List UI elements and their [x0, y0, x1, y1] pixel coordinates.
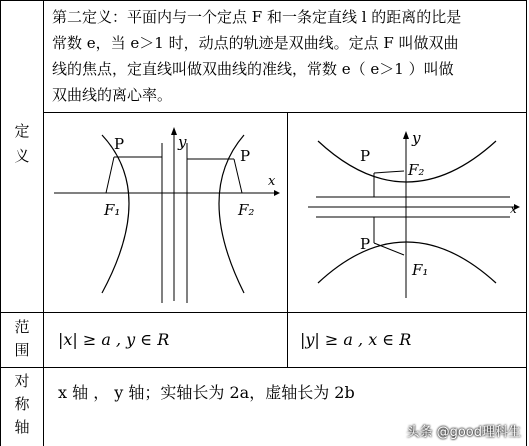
right-point-label: P [240, 147, 251, 165]
watermark: 头条 @good理科生 [406, 425, 521, 440]
grid-line-range-split [287, 312, 288, 367]
x-axis-label: x [510, 202, 517, 216]
grid-line-top [0, 0, 527, 1]
definition-text [52, 4, 524, 108]
y-axis-label: y [412, 129, 421, 147]
row-label-char: 轴 [14, 418, 30, 436]
range-right: |y| ≥ a , x ∈ R [300, 330, 412, 349]
grid-line-right [526, 0, 527, 446]
top-point-label: P [360, 147, 371, 165]
y-axis-arrow-icon [171, 127, 177, 135]
row-label-char: 义 [14, 147, 30, 165]
top-focus-label: F₂ [408, 161, 425, 179]
row-label-definition [12, 120, 32, 166]
symmetry-text: x 轴 ， y 轴；实轴长为 2a，虚轴长为 2b [58, 383, 355, 402]
row-label-symmetry [12, 370, 32, 437]
definition-line: 常数 e，当 e＞1 时，动点的轨迹是双曲线。定点 F 叫做双曲 [52, 34, 459, 52]
row-label-char: 范 [14, 318, 30, 336]
left-focus-label: F₁ [104, 201, 121, 219]
bottom-branch [318, 242, 496, 283]
bottom-point-label: P [360, 235, 371, 253]
y-axis-arrow-icon [403, 131, 409, 139]
top-focal-radius [374, 171, 404, 173]
y-axis-label: y [178, 133, 187, 151]
definition-line: 第二定义：平面内与一个定点 F 和一条定直线 l 的距离的比是 [52, 8, 462, 26]
grid-line-left [0, 0, 1, 446]
row-label-char: 围 [14, 341, 30, 359]
range-left: |x| ≥ a , y ∈ R [58, 330, 170, 349]
grid-line-range-top [0, 312, 527, 313]
right-focus-label: F₂ [238, 201, 255, 219]
left-focal-radius [106, 157, 114, 193]
x-axis-arrow-icon [274, 190, 280, 196]
row-label-char: 定 [14, 122, 30, 140]
top-branch [318, 141, 496, 182]
definition-line: 线的焦点，定直线叫做双曲线的准线，常数 e（ e＞1 ）叫做 [52, 60, 454, 78]
grid-line-sym-top [0, 367, 527, 368]
bottom-focus-label: F₁ [412, 261, 429, 279]
row-label-range [12, 316, 32, 360]
x-axis-label: x [268, 174, 276, 189]
bottom-focal-radius [374, 243, 404, 255]
left-hyperbola-figure [44, 113, 287, 312]
row-label-char: 称 [14, 395, 30, 413]
definition-line: 双曲线的离心率。 [52, 86, 173, 104]
left-point-label: P [114, 135, 125, 153]
row-label-char: 对 [14, 372, 30, 390]
right-hyperbola-figure [288, 113, 526, 312]
